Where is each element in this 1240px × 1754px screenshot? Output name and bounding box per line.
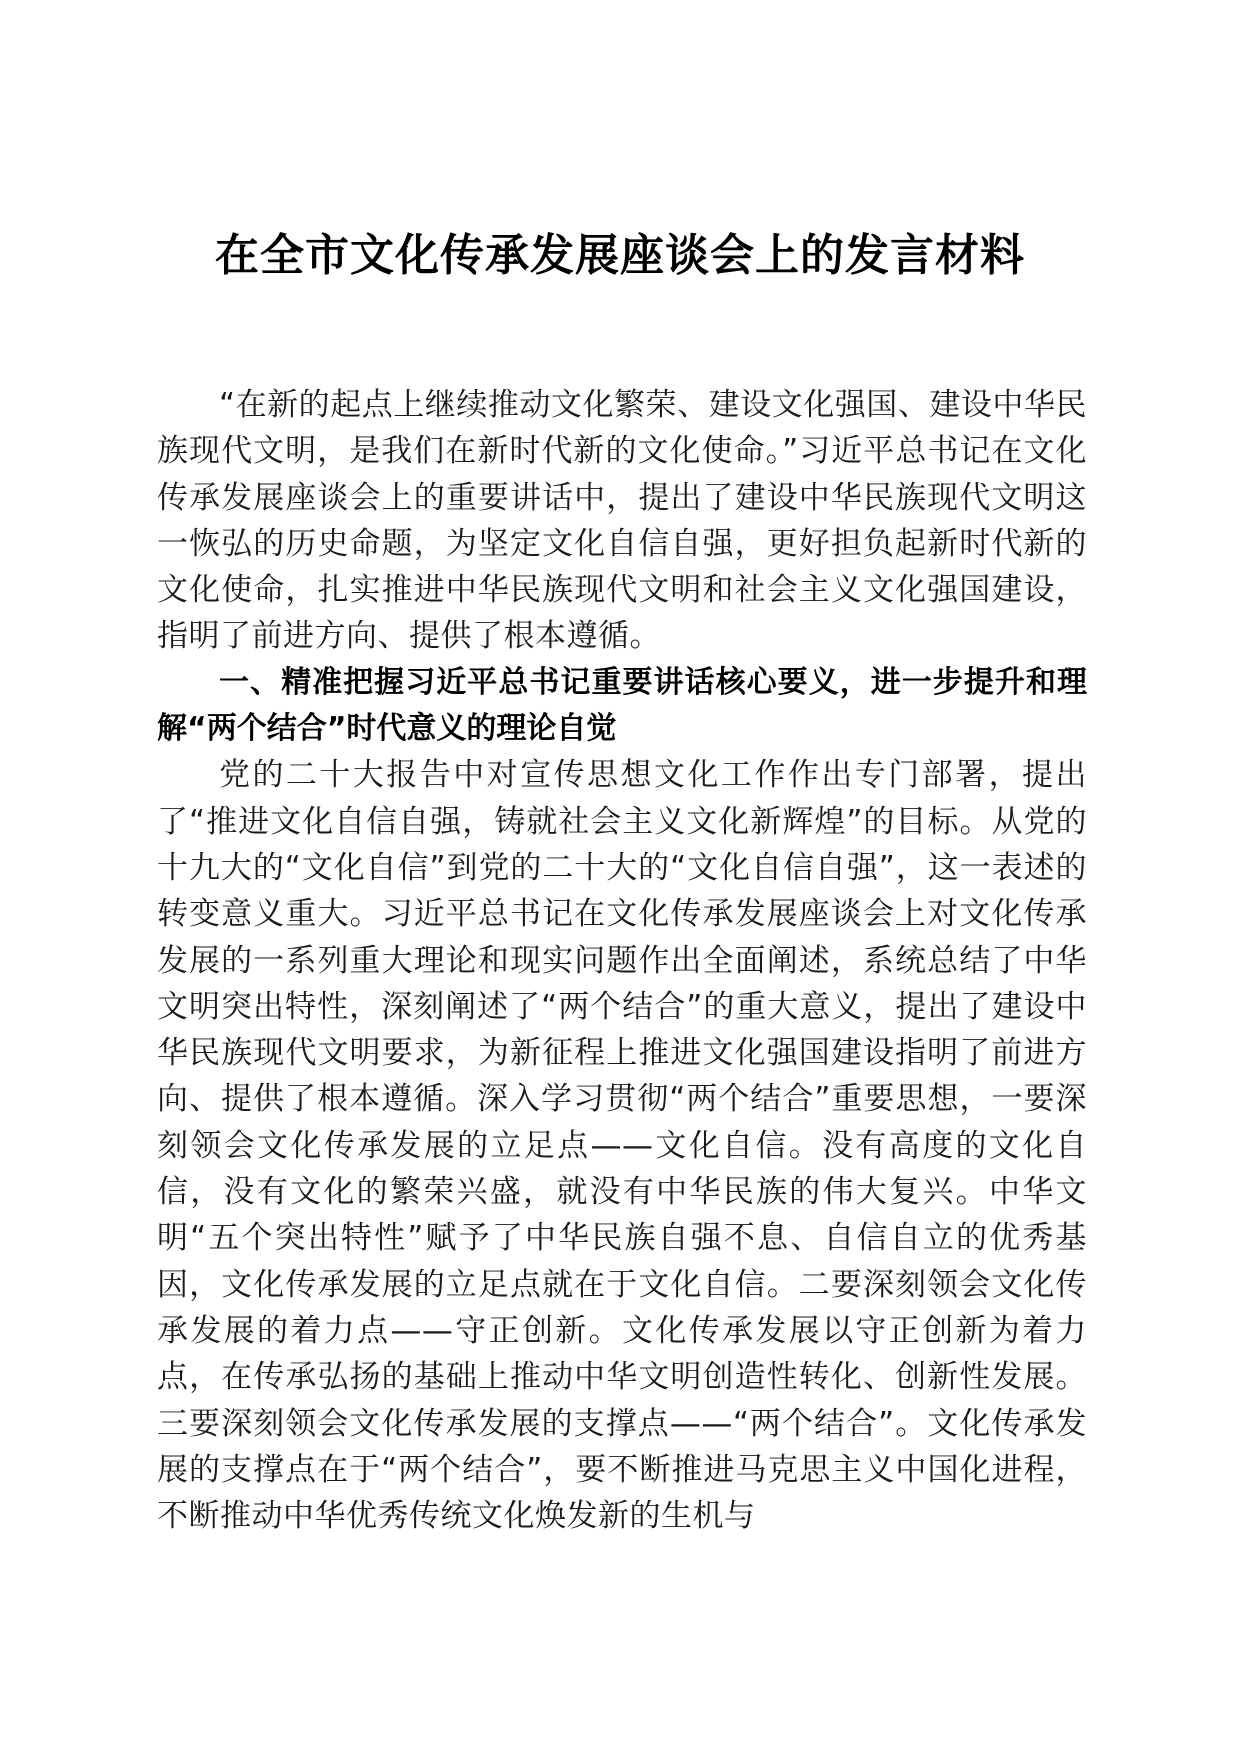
intro-paragraph: “在新的起点上继续推动文化繁荣、建设文化强国、建设中华民族现代文明，是我们在新时代新的文化使命。”习近平总书记在文化传承发展座谈会上的重要讲话中，提出了建设中华民族现代文明这一恢弘的历史命题，为坚定文化自信自强，更好担负起新时代新的文化使命，扎实推进中华民族现代文明和社会主义文化强国建设，指明了前进方向、提供了根本遵循。 <box>157 387 1087 655</box>
document-title: 在全市文化传承发展座谈会上的发言材料 <box>215 230 1025 281</box>
document-body <box>157 382 1087 1539</box>
section-paragraph: 党的二十大报告中对宣传思想文化工作作出专门部署，提出了“推进文化自信自强，铸就社会主义文化新辉煌”的目标。从党的十九大的“文化自信”到党的二十大的“文化自信自强”，这一表述的转变意义重大。习近平总书记在文化传承发展座谈会上对文化传承发展的一系列重大理论和现实问题作出全面阐述，系统总结了中华文明突出特性，深刻阐述了“两个结合”的重大意义，提出了建设中华民族现代文明要求，为新征程上推进文化强国建设指明了前进方向、提供了根本遵循。深入学习贯彻“两个结合”重要思想，一要深刻领会文化传承发展的立足点——文化自信。没有高度的文化自信，没有文化的繁荣兴盛，就没有中华民族的伟大复兴。中华文明“五个突出特性”赋予了中华民族自强不息、自信自立的优秀基因，文化传承发展的立足点就在于文化自信。二要深刻领会文化传承发展的着力点——守正创新。文化传承发展以守正创新为着力点，在传承弘扬的基础上推动中华文明创造性转化、创新性发展。三要深刻领会文化传承发展的支撑点——“两个结合”。文化传承发展的支撑点在于“两个结合”，要不断推进马克思主义中国化进程，不断推动中华优秀传统文化焕发新的生机与 <box>157 757 1087 1535</box>
section-heading: 一、精准把握习近平总书记重要讲话核心要义，进一步提升和理解“两个结合”时代意义的理论自觉 <box>157 664 1087 747</box>
